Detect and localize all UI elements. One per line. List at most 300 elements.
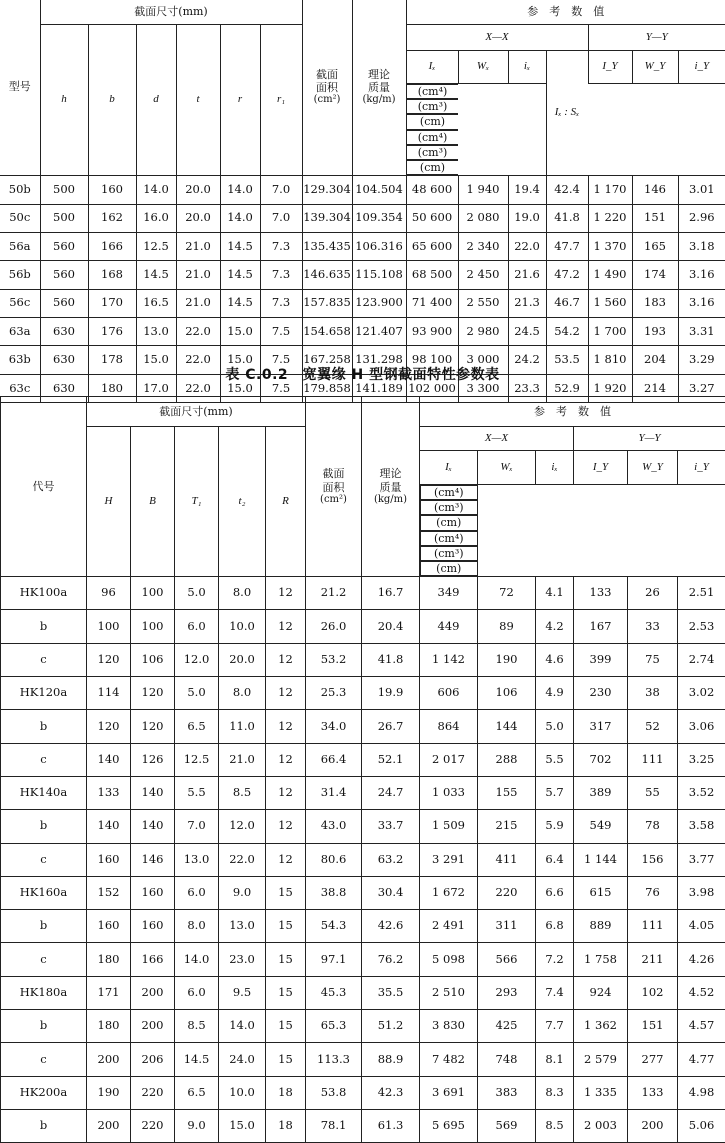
table-cell: 2.51 <box>678 577 725 610</box>
header-dim-5: r₁ <box>260 25 302 176</box>
row-label-cell: c <box>1 743 87 776</box>
table-cell: 4.1 <box>536 577 574 610</box>
table-row <box>0 318 725 346</box>
table-cell: 500 <box>40 176 88 204</box>
table-cell: 96 <box>87 577 131 610</box>
table-cell: 23.3 <box>508 374 546 402</box>
table-cell: 3 830 <box>420 1009 478 1042</box>
table-cell: 15 <box>266 1043 306 1076</box>
table-cell: 54.3 <box>306 910 362 943</box>
table-row <box>0 176 725 204</box>
table-cell: 3.02 <box>678 677 725 710</box>
table-cell: 3.18 <box>678 232 725 260</box>
table-cell: 2 579 <box>574 1043 628 1076</box>
row-label-cell: 63b <box>0 346 40 374</box>
header-area-unit-2: (cm²) <box>306 494 361 506</box>
table-cell: 1 144 <box>574 843 628 876</box>
table-cell: 30.4 <box>362 876 420 909</box>
table-cell: 1 560 <box>588 289 632 317</box>
table-cell: 140 <box>131 776 175 809</box>
table-cell: 6.8 <box>536 910 574 943</box>
table-cell: 26.7 <box>362 710 420 743</box>
table-cell: 13.0 <box>219 910 266 943</box>
table-cell: 20.0 <box>176 204 220 232</box>
row-label-cell: b <box>1 1009 87 1042</box>
table-cell: 114 <box>87 677 131 710</box>
table-cell: 120 <box>131 710 175 743</box>
table-cell: 14.5 <box>220 289 260 317</box>
table-cell: 140 <box>87 810 131 843</box>
table-cell: 8.0 <box>219 677 266 710</box>
table-cell: 220 <box>131 1076 175 1109</box>
table-cell: 26 <box>628 577 678 610</box>
table-row <box>1 1076 725 1109</box>
row-label-cell: 50c <box>0 204 40 232</box>
table-cell: 42.3 <box>362 1076 420 1109</box>
table-cell: 13.0 <box>175 843 219 876</box>
row-label-cell: HK180a <box>1 976 87 1009</box>
table-cell: 46.7 <box>546 289 588 317</box>
header-dim-0: h <box>40 25 88 176</box>
row-label-cell: 56b <box>0 261 40 289</box>
table-cell: 146 <box>131 843 175 876</box>
table-row <box>0 289 725 317</box>
table-cell: 1 810 <box>588 346 632 374</box>
table-cell: 18 <box>266 1109 306 1142</box>
table-cell: 16.5 <box>136 289 176 317</box>
table-row <box>1 1109 725 1142</box>
header-xx-2: X—X <box>420 427 574 451</box>
table-cell: 76 <box>628 876 678 909</box>
table-cell: 41.8 <box>546 204 588 232</box>
header-reference-2: 参 考 数 值 <box>420 397 725 427</box>
table-cell: 15.0 <box>220 318 260 346</box>
table-cell: 106 <box>478 677 536 710</box>
table-cell: 2.53 <box>678 610 725 643</box>
header-x2-unit-1: (cm³) <box>420 500 478 515</box>
table-cell: 13.0 <box>136 318 176 346</box>
table-cell: 42.6 <box>362 910 420 943</box>
table-cell: 1 362 <box>574 1009 628 1042</box>
table-cell: 8.5 <box>536 1109 574 1142</box>
table-cell: 135.435 <box>302 232 352 260</box>
table-cell: 6.0 <box>175 876 219 909</box>
table-cell: 167 <box>574 610 628 643</box>
table-cell: 168 <box>88 261 136 289</box>
table-cell: 15 <box>266 876 306 909</box>
header-x2-unit-0: (cm⁴) <box>420 485 478 500</box>
table-cell: 100 <box>131 577 175 610</box>
header-dim-3: t <box>176 25 220 176</box>
header-reference: 参 考 数 值 <box>406 0 725 25</box>
table-cell: 21.0 <box>219 743 266 776</box>
table-cell: 14.5 <box>220 232 260 260</box>
table-cell: 220 <box>478 876 536 909</box>
table-cell: 15.0 <box>136 346 176 374</box>
table-cell: 15.0 <box>220 374 260 402</box>
row-label-cell: HK100a <box>1 577 87 610</box>
table-cell: 399 <box>574 643 628 676</box>
header-yy-2: Y—Y <box>574 427 725 451</box>
table-cell: 14.5 <box>136 261 176 289</box>
table-row <box>1 1043 725 1076</box>
table-cell: 288 <box>478 743 536 776</box>
table-cell: 126 <box>131 743 175 776</box>
table-cell: 204 <box>632 346 678 374</box>
table-cell: 7.5 <box>260 374 302 402</box>
table-cell: 6.0 <box>175 610 219 643</box>
table-cell: 3.29 <box>678 346 725 374</box>
table-cell: 200 <box>87 1109 131 1142</box>
table-cell: 160 <box>87 910 131 943</box>
table-cell: 120 <box>87 710 131 743</box>
table-cell: 68 500 <box>406 261 458 289</box>
table-cell: 211 <box>628 943 678 976</box>
table-cell: 180 <box>88 374 136 402</box>
table-cell: 22.0 <box>508 232 546 260</box>
table-cell: 65.3 <box>306 1009 362 1042</box>
table-cell: 4.52 <box>678 976 725 1009</box>
header-y2-unit-0: (cm⁴) <box>420 531 478 546</box>
table-cell: 606 <box>420 677 478 710</box>
table-cell: 180 <box>87 943 131 976</box>
table-cell: 155 <box>478 776 536 809</box>
table-cell: 1 920 <box>588 374 632 402</box>
table-cell: 21.0 <box>176 261 220 289</box>
table-cell: 293 <box>478 976 536 1009</box>
table-cell: 206 <box>131 1043 175 1076</box>
table-cell: 615 <box>574 876 628 909</box>
table-cell: 16.7 <box>362 577 420 610</box>
table-cell: 183 <box>632 289 678 317</box>
table-row <box>1 776 725 809</box>
table-cell: 133 <box>87 776 131 809</box>
table-cell: 47.2 <box>546 261 588 289</box>
header-y2-col-0: I_Y <box>574 451 628 485</box>
table-cell: 6.5 <box>175 710 219 743</box>
table-cell: 383 <box>478 1076 536 1109</box>
header-mass-unit-2: (kg/m) <box>362 494 419 506</box>
table-cell: 560 <box>40 289 88 317</box>
table-row <box>1 577 725 610</box>
table-cell: 17.0 <box>136 374 176 402</box>
table-cell: 9.0 <box>219 876 266 909</box>
table-cell: 3 291 <box>420 843 478 876</box>
table-cell: 8.5 <box>175 1009 219 1042</box>
table-cell: 157.835 <box>302 289 352 317</box>
table-cell: 5 098 <box>420 943 478 976</box>
i-beam-properties-table <box>0 0 725 403</box>
header-x-col-2: iₓ <box>508 51 546 84</box>
table-cell: 78 <box>628 810 678 843</box>
table-cell: 630 <box>40 346 88 374</box>
table-cell: 3.77 <box>678 843 725 876</box>
table-cell: 12 <box>266 743 306 776</box>
table-cell: 5.06 <box>678 1109 725 1142</box>
table-cell: 10.0 <box>219 1076 266 1109</box>
table-cell: 12.5 <box>175 743 219 776</box>
header-x-col-1: Wₓ <box>458 51 508 84</box>
table-cell: 178 <box>88 346 136 374</box>
table-cell: 21.3 <box>508 289 546 317</box>
table-cell: 133 <box>628 1076 678 1109</box>
table-cell: 2.74 <box>678 643 725 676</box>
table-cell: 43.0 <box>306 810 362 843</box>
table-row <box>1 843 725 876</box>
header-dim-2: d <box>136 25 176 176</box>
table-cell: 65 600 <box>406 232 458 260</box>
table-cell: 170 <box>88 289 136 317</box>
table-cell: 66.4 <box>306 743 362 776</box>
table-cell: 5.0 <box>175 577 219 610</box>
table-cell: 176 <box>88 318 136 346</box>
table-cell: 7.3 <box>260 289 302 317</box>
table-cell: 21.2 <box>306 577 362 610</box>
header-area-unit: (cm²) <box>303 94 352 106</box>
table-cell: 7.0 <box>260 176 302 204</box>
table-cell: 34.0 <box>306 710 362 743</box>
table-cell: 38.8 <box>306 876 362 909</box>
table-cell: 22.0 <box>176 374 220 402</box>
table-cell: 100 <box>87 610 131 643</box>
header-x-unit-2: (cm) <box>406 114 458 129</box>
table-cell: 1 758 <box>574 943 628 976</box>
table-cell: 93 900 <box>406 318 458 346</box>
table-cell: 160 <box>131 910 175 943</box>
table-cell: 52.1 <box>362 743 420 776</box>
row-label-cell: b <box>1 1109 87 1142</box>
header-dim-4: r <box>220 25 260 176</box>
table-cell: 10.0 <box>219 610 266 643</box>
table-cell: 190 <box>478 643 536 676</box>
table-cell: 22.0 <box>219 843 266 876</box>
table-cell: 215 <box>478 810 536 843</box>
row-label-cell: 56c <box>0 289 40 317</box>
table-cell: 165 <box>632 232 678 260</box>
table-cell: 71 400 <box>406 289 458 317</box>
table-cell: 15 <box>266 1009 306 1042</box>
table-cell: 8.3 <box>536 1076 574 1109</box>
table-cell: 748 <box>478 1043 536 1076</box>
table-cell: 78.1 <box>306 1109 362 1142</box>
table-row <box>1 910 725 943</box>
table-cell: 5.0 <box>175 677 219 710</box>
table-cell: 106 <box>131 643 175 676</box>
table-cell: 14.0 <box>175 943 219 976</box>
table-cell: 76.2 <box>362 943 420 976</box>
table-cell: 425 <box>478 1009 536 1042</box>
table-cell: 560 <box>40 261 88 289</box>
table-cell: 3.16 <box>678 261 725 289</box>
table-row <box>1 610 725 643</box>
header-dim2-4: R <box>266 427 306 577</box>
table-cell: 3.31 <box>678 318 725 346</box>
table-cell: 16.0 <box>136 204 176 232</box>
row-label-cell: 63a <box>0 318 40 346</box>
header-x2-col-1: Wₓ <box>478 451 536 485</box>
table-cell: 18 <box>266 1076 306 1109</box>
row-label-cell: c <box>1 843 87 876</box>
table-cell: 2 550 <box>458 289 508 317</box>
table-cell: 61.3 <box>362 1109 420 1142</box>
table-cell: 3.01 <box>678 176 725 204</box>
table-cell: 166 <box>131 943 175 976</box>
table-row <box>1 677 725 710</box>
header-mass <box>352 0 406 176</box>
table-cell: 3.27 <box>678 374 725 402</box>
table-cell: 411 <box>478 843 536 876</box>
table-row <box>0 204 725 232</box>
table-cell: 26.0 <box>306 610 362 643</box>
table-cell: 151 <box>632 204 678 232</box>
table-cell: 133 <box>574 577 628 610</box>
header-dim-1: b <box>88 25 136 176</box>
table-cell: 48 600 <box>406 176 458 204</box>
table-cell: 1 142 <box>420 643 478 676</box>
table-cell: 14.0 <box>220 176 260 204</box>
table-cell: 702 <box>574 743 628 776</box>
table-row <box>1 710 725 743</box>
table-cell: 14.0 <box>220 204 260 232</box>
table-cell: 111 <box>628 910 678 943</box>
table-cell: 152 <box>87 876 131 909</box>
row-label-cell: 50b <box>0 176 40 204</box>
table-cell: 5.9 <box>536 810 574 843</box>
table-cell: 4.9 <box>536 677 574 710</box>
table-cell: 171 <box>87 976 131 1009</box>
table-cell: 154.658 <box>302 318 352 346</box>
table-cell: 8.0 <box>175 910 219 943</box>
table-cell: 317 <box>574 710 628 743</box>
table-cell: 162 <box>88 204 136 232</box>
header-code: 代号 <box>1 397 87 577</box>
table-cell: 97.1 <box>306 943 362 976</box>
table-cell: 109.354 <box>352 204 406 232</box>
header-y-unit-2: (cm) <box>406 160 458 175</box>
table-cell: 4.57 <box>678 1009 725 1042</box>
table-cell: 31.4 <box>306 776 362 809</box>
row-label-cell: HK200a <box>1 1076 87 1109</box>
table-cell: 12.0 <box>219 810 266 843</box>
table-cell: 8.1 <box>536 1043 574 1076</box>
table-cell: 4.77 <box>678 1043 725 1076</box>
table-cell: 140 <box>131 810 175 843</box>
table-cell: 630 <box>40 374 88 402</box>
header-yy: Y—Y <box>588 25 725 51</box>
table-cell: 100 <box>131 610 175 643</box>
table-cell: 20.4 <box>362 610 420 643</box>
table-cell: 12 <box>266 610 306 643</box>
table-cell: 102 000 <box>406 374 458 402</box>
table-cell: 2 510 <box>420 976 478 1009</box>
table-cell: 500 <box>40 204 88 232</box>
table-cell: 24.5 <box>508 318 546 346</box>
table-cell: 75 <box>628 643 678 676</box>
row-label-cell: b <box>1 810 87 843</box>
table-row <box>0 232 725 260</box>
table-cell: 7.3 <box>260 232 302 260</box>
table-cell: 7.5 <box>260 318 302 346</box>
row-label-cell: b <box>1 910 87 943</box>
header-y2-unit-2: (cm) <box>420 561 478 576</box>
table-cell: 160 <box>88 176 136 204</box>
table-row <box>1 876 725 909</box>
row-label-cell: c <box>1 943 87 976</box>
table-cell: 1 033 <box>420 776 478 809</box>
table-cell: 200 <box>87 1043 131 1076</box>
table-cell: 6.5 <box>175 1076 219 1109</box>
table-cell: 6.6 <box>536 876 574 909</box>
table-cell: 449 <box>420 610 478 643</box>
table-cell: 141.189 <box>352 374 406 402</box>
table-cell: 2 017 <box>420 743 478 776</box>
table-cell: 52 <box>628 710 678 743</box>
table-cell: 2 450 <box>458 261 508 289</box>
table-cell: 200 <box>628 1109 678 1142</box>
table-cell: 1 940 <box>458 176 508 204</box>
table-cell: 14.5 <box>220 261 260 289</box>
table-cell: 311 <box>478 910 536 943</box>
table-cell: 4.98 <box>678 1076 725 1109</box>
header-y-col-0: I_Y <box>588 51 632 84</box>
table-cell: 2 080 <box>458 204 508 232</box>
table-cell: 123.900 <box>352 289 406 317</box>
header-y-col-1: W_Y <box>632 51 678 84</box>
table-cell: 15 <box>266 910 306 943</box>
header-x-col-3: Iₓ : Sₓ <box>546 51 588 176</box>
header-dim2-2: T₁ <box>175 427 219 577</box>
table-cell: 51.2 <box>362 1009 420 1042</box>
table-cell: 4.2 <box>536 610 574 643</box>
header-x-unit-0: (cm⁴) <box>406 84 458 99</box>
table-cell: 200 <box>131 1009 175 1042</box>
table-cell: 63.2 <box>362 843 420 876</box>
table-cell: 180 <box>87 1009 131 1042</box>
table-cell: 4.26 <box>678 943 725 976</box>
table-cell: 129.304 <box>302 176 352 204</box>
table-cell: 3 000 <box>458 346 508 374</box>
table-cell: 7.7 <box>536 1009 574 1042</box>
header-dim2-3: t₂ <box>219 427 266 577</box>
table-cell: 12.5 <box>136 232 176 260</box>
header-x-col-0: Iₓ <box>406 51 458 84</box>
table-cell: 15.0 <box>220 346 260 374</box>
header-area <box>302 0 352 176</box>
table-cell: 22.0 <box>176 346 220 374</box>
row-label-cell: c <box>1 1043 87 1076</box>
header-y-unit-0: (cm⁴) <box>406 130 458 145</box>
table-cell: 41.8 <box>362 643 420 676</box>
table-cell: 389 <box>574 776 628 809</box>
table-cell: 21.0 <box>176 289 220 317</box>
header-area-label-2: 截面 面积 <box>306 467 361 493</box>
table-cell: 12 <box>266 677 306 710</box>
row-label-cell: HK140a <box>1 776 87 809</box>
table-cell: 190 <box>87 1076 131 1109</box>
table-cell: 5.5 <box>536 743 574 776</box>
table-cell: 102 <box>628 976 678 1009</box>
table-cell: 1 672 <box>420 876 478 909</box>
table-cell: 156 <box>628 843 678 876</box>
table-cell: 8.0 <box>219 577 266 610</box>
table-cell: 151 <box>628 1009 678 1042</box>
header-y2-col-2: i_Y <box>678 451 725 485</box>
table-cell: 5.7 <box>536 776 574 809</box>
table-cell: 2.96 <box>678 204 725 232</box>
table-cell: 174 <box>632 261 678 289</box>
row-label-cell: b <box>1 610 87 643</box>
header-dim2-0: H <box>87 427 131 577</box>
